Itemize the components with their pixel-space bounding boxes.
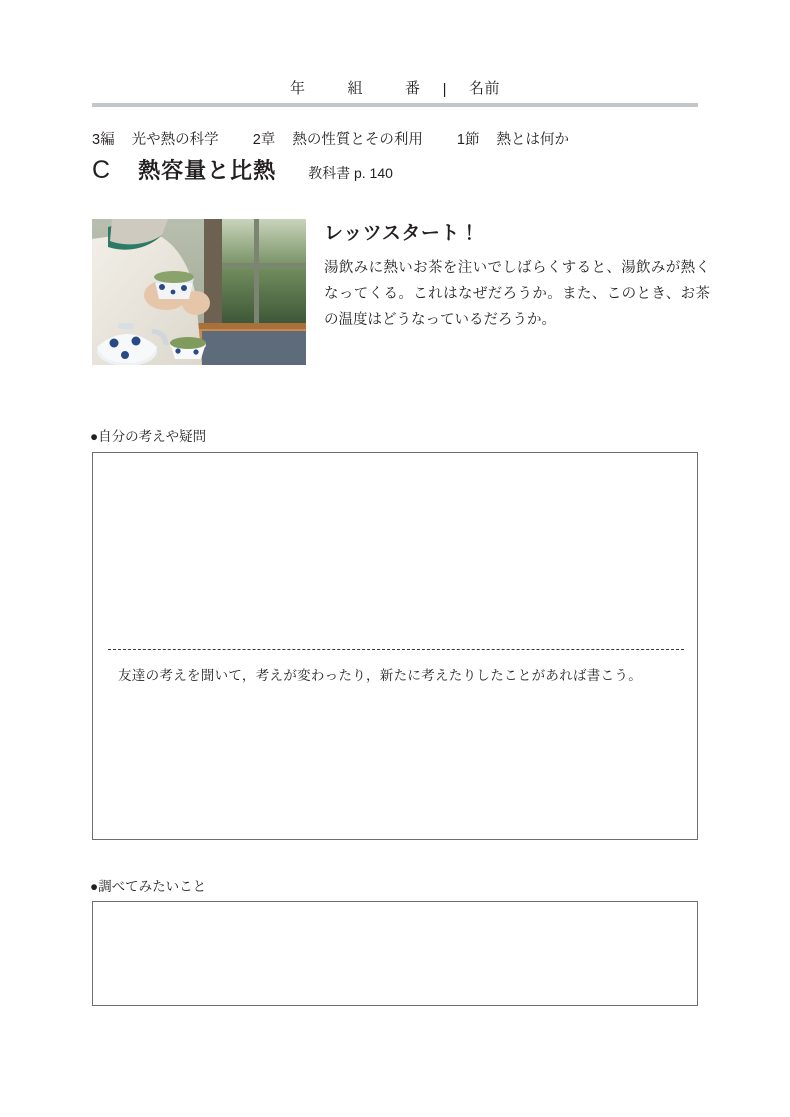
lets-start-heading: レッツスタート！ [324, 223, 480, 244]
page-title [92, 158, 393, 183]
title-text: 熱容量と比熱 [138, 158, 277, 183]
lesson-photo [92, 219, 306, 365]
section-label-things-to-investigate: ●調べてみたいこと [90, 879, 207, 894]
student-info-row [92, 68, 698, 98]
breadcrumb [92, 128, 712, 149]
breadcrumb-section: 1節 [456, 132, 480, 148]
section-label-own-ideas: ●自分の考えや疑問 [90, 429, 207, 444]
box-divider-dashed [108, 649, 684, 650]
lets-start-text: 湯飲みに熱いお茶を注いでしばらくすると、湯飲みが熱くなってくる。これはなぜだろうか。また、このとき、お茶の温度はどうなっているだろうか。 [324, 260, 710, 328]
breadcrumb-part-title: 光や熱の科学 [131, 132, 219, 148]
header-rule [92, 103, 698, 107]
answer-box-own-ideas[interactable] [92, 452, 698, 840]
answer-box-things-to-investigate[interactable] [92, 901, 698, 1006]
breadcrumb-chapter-title: 熱の性質とその利用 [292, 132, 423, 148]
field-year-label: 年 [290, 80, 306, 97]
field-class-label: 組 [347, 80, 364, 97]
field-number-label: 番 [405, 80, 421, 97]
title-letter: C [92, 156, 111, 184]
breadcrumb-part: 3編 [92, 132, 115, 148]
breadcrumb-section-title: 熱とは何か [496, 132, 570, 148]
textbook-reference: 教科書 p. 140 [308, 165, 393, 181]
peer-ideas-note: 友達の考えを聞いて，考えが変わったり，新たに考えたりしたことがあれば書こう。 [118, 668, 642, 683]
header-divider: | [442, 81, 447, 98]
breadcrumb-chapter: 2章 [252, 132, 276, 148]
field-name-label: 名前 [468, 80, 500, 97]
